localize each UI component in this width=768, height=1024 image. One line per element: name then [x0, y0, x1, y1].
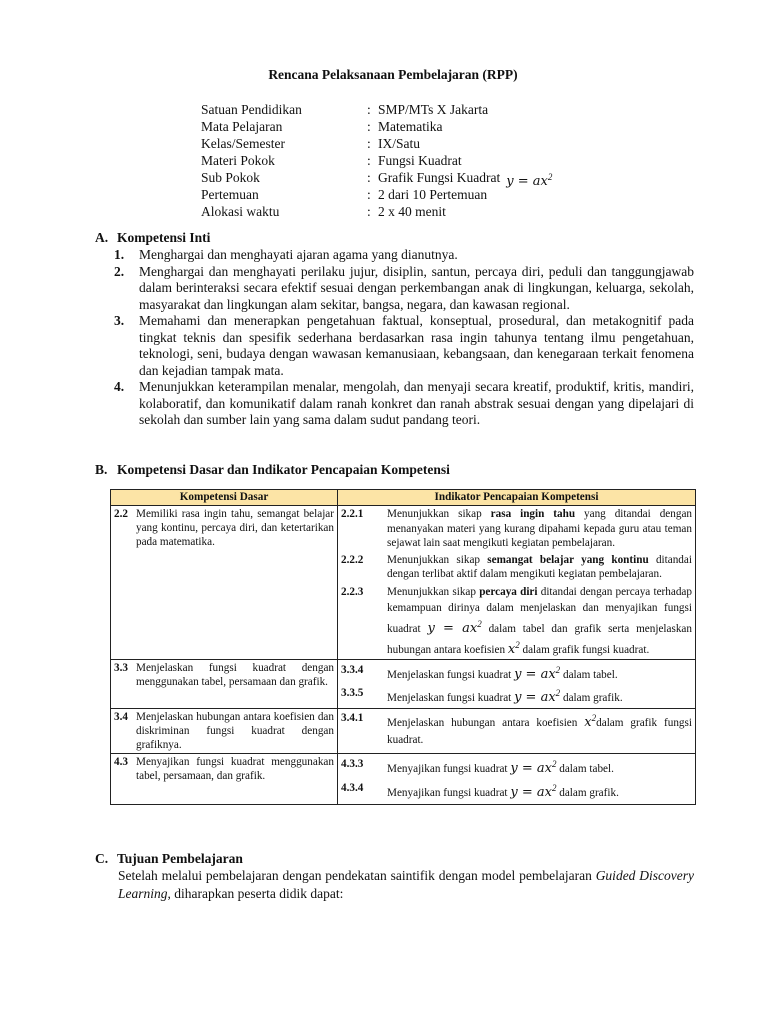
item-text: Menunjukkan keterampilan menalar, mengolah, dan menyaji secara kreatif, produktif, kritis, mandiri, kolaboratif, dan komunikatif dalam ranah konkret dan ranah abstrak sesuai dengan yang dipelajari di sekolah dan sumber lain yang sama dalam sudut pandang teori.: [139, 379, 694, 427]
info-colon: :: [367, 119, 371, 134]
formula-exp: 2: [555, 687, 561, 698]
text-part: Menjelaskan hubungan antara koefisien: [387, 716, 585, 729]
section-title: Tujuan Pembelajaran: [117, 851, 243, 866]
item-text: Memahami dan menerapkan pengetahuan faktual, konseptual, prosedural, dan metakognitif pada tingkat teknis dan spesifik sederhana berdasarkan rasa ingin tahunya tentang ilmu pengetahuan, teknologi, seni, budaya dengan wawasan kemanusiaan, kebangsaan, dan kenegaraan terkait fenomena dan kejadian tampak mata.: [139, 313, 694, 378]
info-row: [201, 118, 552, 135]
kd-cell: [111, 659, 338, 708]
indicator-cell: [338, 659, 696, 708]
info-label: Pertemuan: [201, 187, 259, 202]
text-part: Setelah melalui pembelajaran dengan pendekatan saintifik dengan model pembelajaran: [118, 868, 596, 883]
indicator-entry: [341, 779, 692, 803]
section-title: Kompetensi Dasar dan Indikator Pencapaian Kompetensi: [117, 462, 450, 477]
formula-base: y = ax: [514, 666, 556, 682]
info-value: SMP/MTs X Jakarta: [378, 102, 489, 117]
info-row: [201, 203, 552, 220]
indicator-code: 3.3.5: [341, 686, 364, 699]
info-row: [201, 101, 552, 118]
info-row: [201, 169, 553, 189]
info-label: Sub Pokok: [201, 170, 260, 185]
item-text: Menghargai dan menghayati perilaku jujur, disiplin, santun, percaya diri, peduli dan tanggungjawab dalam berinteraksi secara efektif sesuai dengan perkembangan anak di lingkungan, keluarga, sekolah, masyarakat dan lingkungan alam sekitar, bangsa, negara, dan kawasan regional.: [139, 263, 694, 312]
indicator-entry: [341, 710, 692, 749]
kd-text: Memiliki rasa ingin tahu, semangat belajar yang kontinu, percaya diri, dan ketertarikan pada matematika.: [136, 508, 334, 548]
formula-base: y = ax: [514, 689, 556, 705]
formula-exp: 2: [551, 782, 557, 793]
kd-code: 4.3: [114, 755, 128, 768]
formula-exp: 2: [591, 712, 597, 723]
formula-exp: 2: [555, 664, 561, 675]
item-number: 4.: [114, 379, 125, 394]
indicator-code: 4.3.3: [341, 757, 364, 770]
kd-entry: [114, 710, 334, 752]
info-row: [201, 152, 552, 169]
formula-exp: 2: [547, 172, 553, 182]
text-part: dalam tabel dan grafik serta menjelaskan hubungan antara koefisien: [387, 622, 692, 656]
text-part: dalam grafik.: [556, 786, 619, 799]
text-part: yang ditandai dengan menanyakan materi yang kurang dipahami kepada guru atau teman sejawat lain saat mengikuti kegiatan pembelajaran.: [387, 508, 693, 549]
formula-base: y = ax: [510, 784, 552, 800]
identity-block: [201, 101, 552, 220]
text-part: Menyajikan fungsi kuadrat: [387, 762, 511, 775]
formula-inline: [506, 169, 553, 189]
formula-exp: 2: [551, 758, 557, 769]
indicator-entry: [341, 661, 692, 684]
table-header-row: [111, 490, 696, 506]
indicator-code: 3.4.1: [341, 711, 364, 724]
info-colon: :: [367, 204, 371, 219]
indicator-cell: [338, 506, 696, 660]
formula-exp: 2: [477, 618, 482, 629]
formula-base: y = ax: [506, 174, 548, 189]
item-text: Menghargai dan menghayati ajaran agama yang dianutnya.: [139, 247, 458, 262]
info-value: Grafik Fungsi Kuadrat: [378, 170, 501, 185]
indicator-cell: [338, 753, 696, 804]
indicator-entry: [341, 507, 692, 551]
text-part: Menunjukkan sikap: [387, 508, 491, 520]
text-part: Menjelaskan fungsi kuadrat: [387, 691, 515, 704]
info-colon: :: [367, 102, 371, 117]
info-row: [201, 186, 552, 203]
section-letter: C.: [95, 851, 109, 866]
info-colon: :: [367, 136, 371, 151]
text-part: dalam tabel.: [556, 762, 614, 775]
column-header: Kompetensi Dasar: [111, 490, 338, 506]
item-number: 3.: [114, 313, 125, 328]
item-number: 1.: [114, 247, 125, 262]
table-row: [111, 506, 696, 660]
text-part: dalam tabel.: [560, 668, 618, 681]
text-part: , diharapkan peserta didik dapat:: [167, 886, 344, 901]
column-header: Indikator Pencapaian Kompetensi: [338, 490, 696, 506]
indicator-entry: [341, 755, 692, 779]
competency-table: [110, 489, 696, 805]
section-c-heading: [95, 851, 243, 867]
info-label: Mata Pelajaran: [201, 119, 283, 134]
text-part: dalam grafik.: [560, 691, 623, 704]
indicator-text: [387, 553, 692, 582]
formula-exp: 2: [515, 639, 520, 650]
kd-cell: [111, 506, 338, 660]
indicator-text: [387, 684, 692, 707]
indicator-code: 2.2.1: [341, 508, 364, 520]
indicator-cell: [338, 708, 696, 753]
indicator-text: [387, 584, 692, 658]
kd-entry: [114, 755, 334, 783]
info-value: IX/Satu: [378, 136, 420, 151]
section-letter: B.: [95, 462, 108, 477]
text-part: ditandai dengan terlibat aktif dalam mengikuti kegiatan pembelajaran.: [387, 553, 692, 580]
section-letter: A.: [95, 230, 109, 245]
info-label: Materi Pokok: [201, 153, 275, 168]
formula-base: y = ax: [427, 620, 478, 636]
table-row: [111, 708, 696, 753]
tujuan-paragraph: [118, 867, 694, 903]
indicator-text: [387, 661, 692, 684]
indicator-entry: [341, 584, 692, 658]
indicator-code: 2.2.3: [341, 585, 364, 598]
formula-base: y = ax: [510, 760, 552, 776]
table-row: [111, 753, 696, 804]
document-title: Rencana Pelaksanaan Pembelajaran (RPP): [268, 67, 518, 82]
text-italic: Guided Discovery Learning: [118, 868, 695, 901]
kd-code: 2.2: [114, 508, 128, 520]
text-part: dalam grafik fungsi kuadrat.: [387, 716, 692, 746]
formula-x: x: [507, 641, 516, 657]
list-item: [114, 379, 694, 429]
kd-code: 3.3: [114, 661, 128, 674]
list-item: [114, 264, 694, 314]
info-value: 2 x 40 menit: [378, 204, 446, 219]
info-label: Kelas/Semester: [201, 136, 285, 151]
text-bold: semangat belajar yang kontinu: [487, 553, 649, 566]
kd-text: Menjelaskan hubungan antara koefisien dan diskriminan fungsi kuadrat dengan grafiknya.: [136, 710, 334, 751]
info-colon: :: [367, 153, 371, 168]
text-bold: rasa ingin tahu: [490, 508, 576, 520]
text-part: Menunjukkan sikap: [387, 585, 480, 598]
indicator-text: [387, 755, 692, 779]
kd-text: Menjelaskan fungsi kuadrat dengan menggunakan tabel, persamaan dan grafik.: [136, 661, 334, 688]
indicator-text: [387, 779, 692, 803]
list-item: [114, 313, 694, 379]
text-part: Menjelaskan fungsi kuadrat: [387, 668, 515, 681]
info-label: Alokasi waktu: [201, 204, 280, 219]
kd-cell: [111, 753, 338, 804]
info-value: Fungsi Kuadrat: [378, 153, 462, 168]
formula-x: x: [584, 714, 592, 730]
indicator-entry: [341, 684, 692, 707]
indicator-entry: [341, 553, 692, 582]
section-a-heading: [95, 230, 210, 246]
section-title: Kompetensi Inti: [117, 230, 211, 245]
kd-entry: [114, 661, 334, 689]
kd-code: 3.4: [114, 710, 128, 723]
indicator-code: 2.2.2: [341, 553, 364, 566]
table-row: [111, 659, 696, 708]
info-row: [201, 135, 552, 152]
indicator-text: [387, 507, 692, 551]
text-part: Menunjukkan sikap: [387, 553, 488, 566]
list-item: [114, 247, 694, 264]
indicator-code: 3.3.4: [341, 663, 364, 676]
kd-text: Menyajikan fungsi kuadrat menggunakan tabel, persamaan, dan grafik.: [136, 755, 334, 782]
info-value: Matematika: [378, 119, 443, 134]
kd-entry: [114, 507, 334, 549]
kd-cell: [111, 708, 338, 753]
text-part: ditandai dengan percaya terhadap kemampuan dirinya dalam menjelaskan dan menyajikan fungsi kuadrat: [387, 585, 692, 635]
kompetensi-inti-list: [114, 247, 694, 429]
text-bold: percaya diri: [479, 585, 538, 598]
info-colon: :: [367, 187, 371, 202]
info-value: 2 dari 10 Pertemuan: [378, 187, 488, 202]
indicator-code: 4.3.4: [341, 781, 364, 794]
info-label: Satuan Pendidikan: [201, 102, 302, 117]
indicator-text: [387, 710, 692, 749]
text-part: dalam grafik fungsi kuadrat.: [519, 643, 650, 656]
item-number: 2.: [114, 263, 125, 279]
info-colon: :: [367, 170, 371, 185]
text-part: Menyajikan fungsi kuadrat: [387, 786, 511, 799]
section-b-heading: [95, 462, 450, 478]
